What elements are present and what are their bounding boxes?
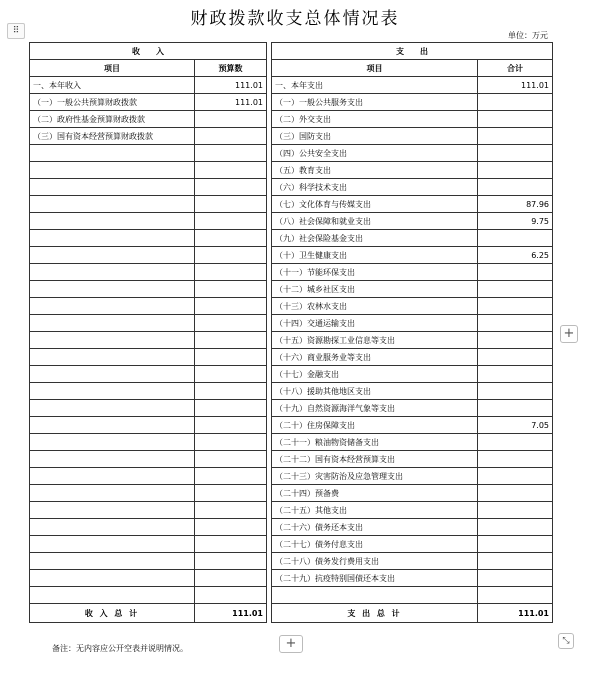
expense-item-cell: （十五）资源勘探工业信息等支出 bbox=[272, 332, 478, 349]
income-item-cell bbox=[30, 434, 195, 451]
income-budget-cell bbox=[195, 536, 267, 553]
add-row-button[interactable]: + bbox=[279, 635, 303, 653]
income-budget-cell bbox=[195, 383, 267, 400]
income-item-cell bbox=[30, 468, 195, 485]
income-budget-cell bbox=[195, 417, 267, 434]
expense-total-cell bbox=[478, 281, 553, 298]
expense-item-cell: （五）教育支出 bbox=[272, 162, 478, 179]
income-budget-cell bbox=[195, 332, 267, 349]
expense-total-cell: 6.25 bbox=[478, 247, 553, 264]
expense-item-cell bbox=[272, 587, 478, 604]
income-budget-cell bbox=[195, 247, 267, 264]
table-row bbox=[30, 570, 553, 587]
income-item-cell bbox=[30, 196, 195, 213]
expense-total-cell bbox=[478, 485, 553, 502]
income-item-cell bbox=[30, 213, 195, 230]
table-row bbox=[30, 94, 553, 111]
income-item-cell bbox=[30, 502, 195, 519]
expense-total-cell bbox=[478, 434, 553, 451]
expense-total-cell bbox=[478, 451, 553, 468]
table-body bbox=[30, 77, 553, 604]
income-item-cell bbox=[30, 298, 195, 315]
expense-item-header: 项目 bbox=[272, 60, 478, 77]
income-budget-cell bbox=[195, 468, 267, 485]
expense-item-cell: （二十一）粮油物资储备支出 bbox=[272, 434, 478, 451]
expense-item-cell: （十九）自然资源海洋气象等支出 bbox=[272, 400, 478, 417]
income-item-cell bbox=[30, 179, 195, 196]
unit-label: 单位：万元 bbox=[508, 31, 548, 40]
income-item-cell bbox=[30, 536, 195, 553]
expense-item-cell: （十八）援助其他地区支出 bbox=[272, 383, 478, 400]
table-row bbox=[30, 298, 553, 315]
expense-item-cell: （二十三）灾害防治及应急管理支出 bbox=[272, 468, 478, 485]
expense-total-cell bbox=[478, 94, 553, 111]
expense-item-cell: （七）文化体育与传媒支出 bbox=[272, 196, 478, 213]
table-row bbox=[30, 179, 553, 196]
expense-total-value: 111.01 bbox=[478, 604, 553, 623]
income-budget-cell bbox=[195, 264, 267, 281]
expense-item-cell: （十一）节能环保支出 bbox=[272, 264, 478, 281]
income-item-cell bbox=[30, 553, 195, 570]
income-item-cell bbox=[30, 519, 195, 536]
table-row bbox=[30, 400, 553, 417]
income-budget-cell bbox=[195, 315, 267, 332]
table-row bbox=[30, 417, 553, 434]
table-column-header bbox=[30, 60, 553, 77]
table-row bbox=[30, 383, 553, 400]
income-budget-cell bbox=[195, 502, 267, 519]
expense-total-cell bbox=[478, 468, 553, 485]
income-item-cell bbox=[30, 349, 195, 366]
income-item-cell bbox=[30, 145, 195, 162]
expense-total-cell bbox=[478, 315, 553, 332]
income-budget-cell bbox=[195, 179, 267, 196]
expense-total-cell bbox=[478, 536, 553, 553]
income-budget-cell bbox=[195, 196, 267, 213]
expense-item-cell: （十六）商业服务业等支出 bbox=[272, 349, 478, 366]
expense-item-cell: （一）一般公共服务支出 bbox=[272, 94, 478, 111]
income-item-cell: （二）政府性基金预算财政拨款 bbox=[30, 111, 195, 128]
income-budget-cell bbox=[195, 587, 267, 604]
table-section-header bbox=[30, 43, 553, 60]
footnote: 备注：无内容应公开空表并说明情况。 bbox=[52, 644, 188, 653]
expense-item-cell: （十四）交通运输支出 bbox=[272, 315, 478, 332]
table-row bbox=[30, 196, 553, 213]
expense-item-cell: （二十八）债务发行费用支出 bbox=[272, 553, 478, 570]
income-budget-cell bbox=[195, 128, 267, 145]
income-item-cell bbox=[30, 451, 195, 468]
income-budget-cell bbox=[195, 349, 267, 366]
expense-item-cell: （三）国防支出 bbox=[272, 128, 478, 145]
income-budget-cell bbox=[195, 485, 267, 502]
expense-total-cell bbox=[478, 553, 553, 570]
income-budget-cell bbox=[195, 298, 267, 315]
income-budget-cell bbox=[195, 570, 267, 587]
expense-total-cell bbox=[478, 570, 553, 587]
table-row bbox=[30, 519, 553, 536]
income-item-cell bbox=[30, 230, 195, 247]
expense-total-cell bbox=[478, 400, 553, 417]
expense-total-cell bbox=[478, 162, 553, 179]
table-row bbox=[30, 553, 553, 570]
table-row bbox=[30, 230, 553, 247]
expense-item-cell: （六）科学技术支出 bbox=[272, 179, 478, 196]
expense-total-cell bbox=[478, 111, 553, 128]
expense-item-cell: （二十五）其他支出 bbox=[272, 502, 478, 519]
expense-total-cell: 87.96 bbox=[478, 196, 553, 213]
income-budget-cell bbox=[195, 162, 267, 179]
table-row bbox=[30, 366, 553, 383]
expense-total-cell bbox=[478, 587, 553, 604]
expense-total-cell bbox=[478, 519, 553, 536]
income-budget-cell bbox=[195, 145, 267, 162]
expense-total-cell: 9.75 bbox=[478, 213, 553, 230]
income-item-cell bbox=[30, 417, 195, 434]
expense-total-cell: 7.05 bbox=[478, 417, 553, 434]
income-budget-cell bbox=[195, 281, 267, 298]
table-row bbox=[30, 145, 553, 162]
income-item-cell bbox=[30, 485, 195, 502]
expense-total-label: 支 出 总 计 bbox=[272, 604, 478, 623]
table-row bbox=[30, 468, 553, 485]
table-row bbox=[30, 111, 553, 128]
income-item-cell bbox=[30, 281, 195, 298]
income-budget-cell bbox=[195, 451, 267, 468]
table-row bbox=[30, 332, 553, 349]
expense-total-cell bbox=[478, 366, 553, 383]
income-item-cell: 一、本年收入 bbox=[30, 77, 195, 94]
expense-total-cell bbox=[478, 264, 553, 281]
income-item-cell bbox=[30, 315, 195, 332]
income-header: 收 入 bbox=[30, 43, 267, 60]
income-budget-cell bbox=[195, 553, 267, 570]
income-item-cell: （一）一般公共预算财政拨款 bbox=[30, 94, 195, 111]
expense-total-cell bbox=[478, 349, 553, 366]
income-budget-cell: 111.01 bbox=[195, 77, 267, 94]
table-row bbox=[30, 315, 553, 332]
table-row bbox=[30, 536, 553, 553]
add-column-button[interactable]: + bbox=[560, 325, 578, 343]
income-item-cell bbox=[30, 400, 195, 417]
expense-total-cell bbox=[478, 179, 553, 196]
expense-item-cell: （十七）金融支出 bbox=[272, 366, 478, 383]
page-title: 财政拨款收支总体情况表 bbox=[190, 9, 400, 29]
expense-item-cell: （二十四）预备费 bbox=[272, 485, 478, 502]
income-item-header: 项目 bbox=[30, 60, 195, 77]
income-budget-cell bbox=[195, 230, 267, 247]
income-item-cell bbox=[30, 570, 195, 587]
expense-item-cell: （二十二）国有资本经营预算支出 bbox=[272, 451, 478, 468]
income-item-cell bbox=[30, 332, 195, 349]
income-budget-cell bbox=[195, 366, 267, 383]
expense-item-cell: （十二）城乡社区支出 bbox=[272, 281, 478, 298]
table-row bbox=[30, 77, 553, 94]
table-row bbox=[30, 485, 553, 502]
expense-item-cell: （二十七）债务付息支出 bbox=[272, 536, 478, 553]
table-row bbox=[30, 349, 553, 366]
table-row bbox=[30, 451, 553, 468]
total-header: 合计 bbox=[478, 60, 553, 77]
income-item-cell bbox=[30, 264, 195, 281]
income-item-cell bbox=[30, 366, 195, 383]
income-total-label: 收 入 总 计 bbox=[30, 604, 195, 623]
expense-total-cell bbox=[478, 298, 553, 315]
expense-total-cell bbox=[478, 128, 553, 145]
totals-row bbox=[30, 604, 553, 623]
income-item-cell bbox=[30, 587, 195, 604]
income-budget-cell: 111.01 bbox=[195, 94, 267, 111]
table-row bbox=[30, 281, 553, 298]
table-row bbox=[30, 162, 553, 179]
expense-item-cell: （九）社会保险基金支出 bbox=[272, 230, 478, 247]
table-row bbox=[30, 264, 553, 281]
expense-total-cell bbox=[478, 383, 553, 400]
expense-total-cell: 111.01 bbox=[478, 77, 553, 94]
expense-total-cell bbox=[478, 332, 553, 349]
income-item-cell bbox=[30, 247, 195, 264]
income-item-cell bbox=[30, 383, 195, 400]
expense-item-cell: （二）外交支出 bbox=[272, 111, 478, 128]
expense-item-cell: （四）公共安全支出 bbox=[272, 145, 478, 162]
income-item-cell bbox=[30, 162, 195, 179]
income-budget-cell bbox=[195, 434, 267, 451]
income-budget-cell bbox=[195, 400, 267, 417]
resize-icon[interactable]: ⤡ bbox=[558, 633, 574, 649]
income-item-cell: （三）国有资本经营预算财政拨款 bbox=[30, 128, 195, 145]
table-row bbox=[30, 587, 553, 604]
budget-header: 预算数 bbox=[195, 60, 267, 77]
table-row bbox=[30, 213, 553, 230]
expense-item-cell: （二十）住房保障支出 bbox=[272, 417, 478, 434]
drag-handle-icon[interactable]: ⠿ bbox=[7, 23, 25, 39]
expense-item-cell: （八）社会保障和就业支出 bbox=[272, 213, 478, 230]
expense-total-cell bbox=[478, 502, 553, 519]
income-budget-cell bbox=[195, 213, 267, 230]
expense-item-cell: 一、本年支出 bbox=[272, 77, 478, 94]
expense-total-cell bbox=[478, 145, 553, 162]
income-budget-cell bbox=[195, 111, 267, 128]
expense-header: 支 出 bbox=[272, 43, 553, 60]
expense-item-cell: （二十六）债务还本支出 bbox=[272, 519, 478, 536]
table-row bbox=[30, 434, 553, 451]
expense-item-cell: （十）卫生健康支出 bbox=[272, 247, 478, 264]
expense-total-cell bbox=[478, 230, 553, 247]
expense-item-cell: （二十九）抗疫特别国债还本支出 bbox=[272, 570, 478, 587]
income-budget-cell bbox=[195, 519, 267, 536]
table-row bbox=[30, 502, 553, 519]
fiscal-table bbox=[29, 42, 553, 623]
table-row bbox=[30, 128, 553, 145]
expense-item-cell: （十三）农林水支出 bbox=[272, 298, 478, 315]
table-row bbox=[30, 247, 553, 264]
income-total-value: 111.01 bbox=[195, 604, 267, 623]
